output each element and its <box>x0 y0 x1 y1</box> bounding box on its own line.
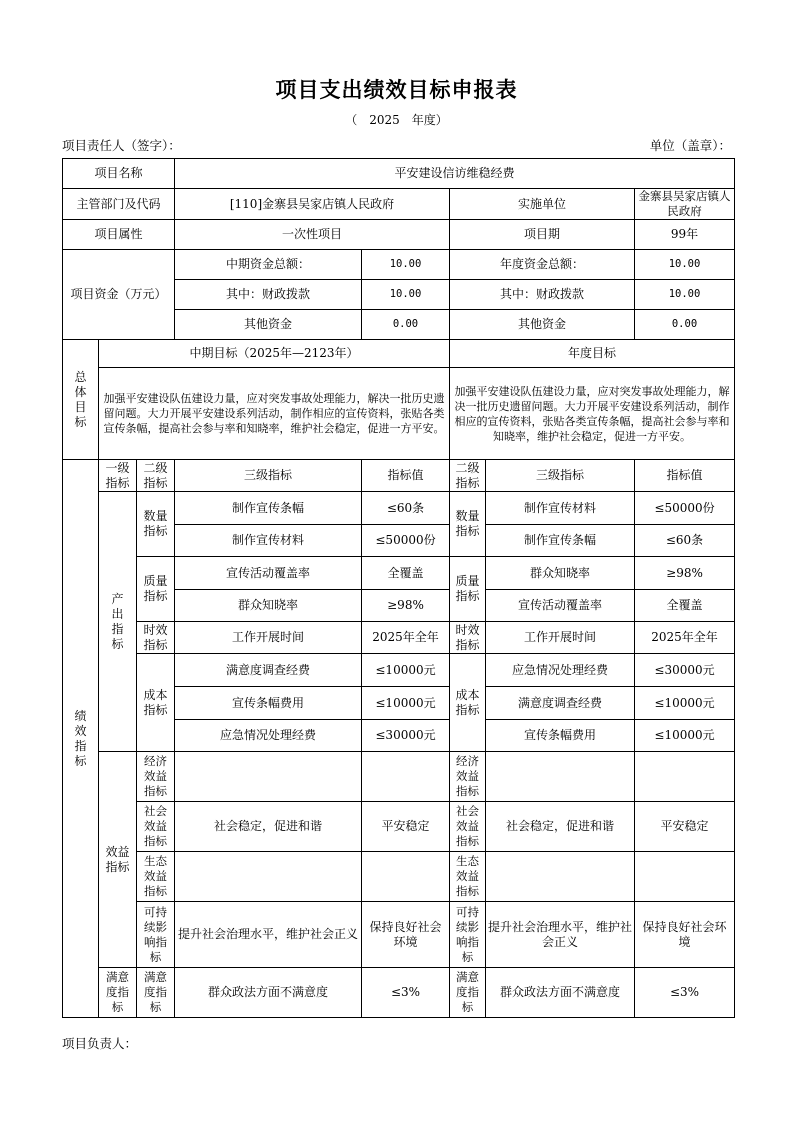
indicator-name-year: 群众政法方面不满意度 <box>486 968 635 1018</box>
indicator-name: 制作宣传条幅 <box>175 492 362 525</box>
social-indicator-label: 社会效益指标 <box>137 802 175 852</box>
satisfaction-level2-label-year: 满意度指标 <box>450 968 486 1018</box>
indicator-name-year: 满意度调查经费 <box>486 687 635 720</box>
quantity-indicator-label: 数量指标 <box>137 492 175 557</box>
timeliness-indicator-label-year: 时效指标 <box>450 622 486 654</box>
performance-indicator-label: 绩效指标 <box>63 460 99 1018</box>
indicator-name: 宣传条幅费用 <box>175 687 362 720</box>
indicator-value <box>362 852 450 902</box>
value-header: 指标值 <box>362 460 450 492</box>
indicator-value-year: ≥98% <box>635 557 735 590</box>
year-goal-header: 年度目标 <box>450 340 735 368</box>
satisfaction-level1-label: 满意度指标 <box>99 968 137 1018</box>
indicator-name-year <box>486 852 635 902</box>
indicator-name-year: 制作宣传条幅 <box>486 525 635 557</box>
indicator-name-year: 制作宣传材料 <box>486 492 635 525</box>
impl-unit-label: 实施单位 <box>450 189 635 220</box>
indicator-name-year: 工作开展时间 <box>486 622 635 654</box>
indicator-name <box>175 752 362 802</box>
indicator-name: 满意度调查经费 <box>175 654 362 687</box>
sustainable-indicator-label: 可持续影响指标 <box>137 902 175 968</box>
economic-indicator-label-year: 经济效益指标 <box>450 752 486 802</box>
indicator-value-year: 2025年全年 <box>635 622 735 654</box>
ecological-indicator-label: 生态效益指标 <box>137 852 175 902</box>
indicator-name: 应急情况处理经费 <box>175 720 362 752</box>
level3-header-year: 三级指标 <box>486 460 635 492</box>
quality-indicator-label-year: 质量指标 <box>450 557 486 622</box>
indicator-value: 平安稳定 <box>362 802 450 852</box>
social-indicator-label-year: 社会效益指标 <box>450 802 486 852</box>
value-header-year: 指标值 <box>635 460 735 492</box>
year-total-label: 年度资金总额： <box>450 250 635 280</box>
level2-header-year: 二级指标 <box>450 460 486 492</box>
indicator-value-year: ≤60条 <box>635 525 735 557</box>
indicator-name-year: 宣传活动覆盖率 <box>486 590 635 622</box>
indicator-name: 群众知晓率 <box>175 590 362 622</box>
indicator-name <box>175 852 362 902</box>
indicator-value-year: ≤10000元 <box>635 687 735 720</box>
indicator-value-year: 保持良好社会环境 <box>635 902 735 968</box>
level1-header: 一级指标 <box>99 460 137 492</box>
mid-total-label: 中期资金总额： <box>175 250 362 280</box>
level3-header: 三级指标 <box>175 460 362 492</box>
page-title: 项目支出绩效目标申报表 <box>275 77 518 102</box>
indicator-value-year: ≤50000份 <box>635 492 735 525</box>
indicator-name-year <box>486 752 635 802</box>
output-indicator-label: 产出指标 <box>99 492 137 752</box>
ecological-indicator-label-year: 生态效益指标 <box>450 852 486 902</box>
funds-label: 项目资金（万元） <box>63 250 175 340</box>
benefit-indicator-label: 效益指标 <box>99 752 137 968</box>
indicator-name: 社会稳定，促进和谐 <box>175 802 362 852</box>
performance-target-table <box>62 158 735 1018</box>
year-total-value: 10.00 <box>635 250 735 280</box>
indicator-value: ≤60条 <box>362 492 450 525</box>
year-other-value: 0.00 <box>635 310 735 340</box>
dept-label: 主管部门及代码 <box>63 189 175 220</box>
indicator-value: ≤10000元 <box>362 654 450 687</box>
indicator-value-year: ≤10000元 <box>635 720 735 752</box>
year-other-label: 其他资金 <box>450 310 635 340</box>
mid-total-value: 10.00 <box>362 250 450 280</box>
indicator-value: ≤30000元 <box>362 720 450 752</box>
project-name-value: 平安建设信访维稳经费 <box>175 159 735 189</box>
indicator-name-year: 社会稳定，促进和谐 <box>486 802 635 852</box>
indicator-value-year: ≤30000元 <box>635 654 735 687</box>
indicator-value <box>362 752 450 802</box>
indicator-value-year: ≤3% <box>635 968 735 1018</box>
mid-other-value: 0.00 <box>362 310 450 340</box>
attr-value: 一次性项目 <box>175 220 450 250</box>
economic-indicator-label: 经济效益指标 <box>137 752 175 802</box>
indicator-name: 宣传活动覆盖率 <box>175 557 362 590</box>
year-fiscal-value: 10.00 <box>635 280 735 310</box>
indicator-name: 工作开展时间 <box>175 622 362 654</box>
satisfaction-level2-label: 满意度指标 <box>137 968 175 1018</box>
indicator-value-year <box>635 752 735 802</box>
indicator-value: ≤50000份 <box>362 525 450 557</box>
indicator-name-year: 提升社会治理水平，维护社会正义 <box>486 902 635 968</box>
indicator-name-year: 应急情况处理经费 <box>486 654 635 687</box>
year-fiscal-label: 其中：财政拨款 <box>450 280 635 310</box>
mid-fiscal-value: 10.00 <box>362 280 450 310</box>
indicator-value-year: 全覆盖 <box>635 590 735 622</box>
dept-value: [110]金寨县吴家店镇人民政府 <box>175 189 450 220</box>
quality-indicator-label: 质量指标 <box>137 557 175 622</box>
fiscal-year: （ 2025 年度） <box>345 113 448 127</box>
impl-unit-value: 金寨县吴家店镇人民政府 <box>635 189 735 220</box>
project-leader-label: 项目负责人： <box>62 1036 138 1051</box>
unit-seal-label: 单位（盖章）： <box>649 138 731 153</box>
indicator-value: 2025年全年 <box>362 622 450 654</box>
year-goal-text: 加强平安建设队伍建设力量，应对突发事故处理能力，解决一批历史遗留问题。大力开展平安建设系列活动，制作相应的宣传资料，张贴各类宣传条幅，提高社会参与率和知晓率，维护社会稳定，促进一方平安。 <box>450 368 735 460</box>
cost-indicator-label-year: 成本指标 <box>450 654 486 752</box>
cost-indicator-label: 成本指标 <box>137 654 175 752</box>
level2-header: 二级指标 <box>137 460 175 492</box>
timeliness-indicator-label: 时效指标 <box>137 622 175 654</box>
overall-goal-label: 总体目标 <box>63 340 99 460</box>
quantity-indicator-label-year: 数量指标 <box>450 492 486 557</box>
project-name-label: 项目名称 <box>63 159 175 189</box>
project-responsible-signature-label: 项目责任人（签字）： <box>62 138 181 153</box>
mid-goal-text: 加强平安建设队伍建设力量，应对突发事故处理能力，解决一批历史遗留问题。大力开展平安建设系列活动，制作相应的宣传资料，张贴各类宣传条幅，提高社会参与率和知晓率，维护社会稳定，促进一方平安。 <box>99 368 450 460</box>
mid-fiscal-label: 其中：财政拨款 <box>175 280 362 310</box>
mid-other-label: 其他资金 <box>175 310 362 340</box>
sustainable-indicator-label-year: 可持续影响指标 <box>450 902 486 968</box>
indicator-value: 全覆盖 <box>362 557 450 590</box>
indicator-name: 提升社会治理水平，维护社会正义 <box>175 902 362 968</box>
indicator-name: 群众政法方面不满意度 <box>175 968 362 1018</box>
period-label: 项目期 <box>450 220 635 250</box>
indicator-name-year: 群众知晓率 <box>486 557 635 590</box>
indicator-value: ≥98% <box>362 590 450 622</box>
indicator-value: ≤3% <box>362 968 450 1018</box>
indicator-value-year: 平安稳定 <box>635 802 735 852</box>
attr-label: 项目属性 <box>63 220 175 250</box>
mid-goal-header: 中期目标（2025年—2123年） <box>99 340 450 368</box>
indicator-name-year: 宣传条幅费用 <box>486 720 635 752</box>
indicator-value-year <box>635 852 735 902</box>
period-value: 99年 <box>635 220 735 250</box>
indicator-name: 制作宣传材料 <box>175 525 362 557</box>
indicator-value: 保持良好社会环境 <box>362 902 450 968</box>
indicator-value: ≤10000元 <box>362 687 450 720</box>
